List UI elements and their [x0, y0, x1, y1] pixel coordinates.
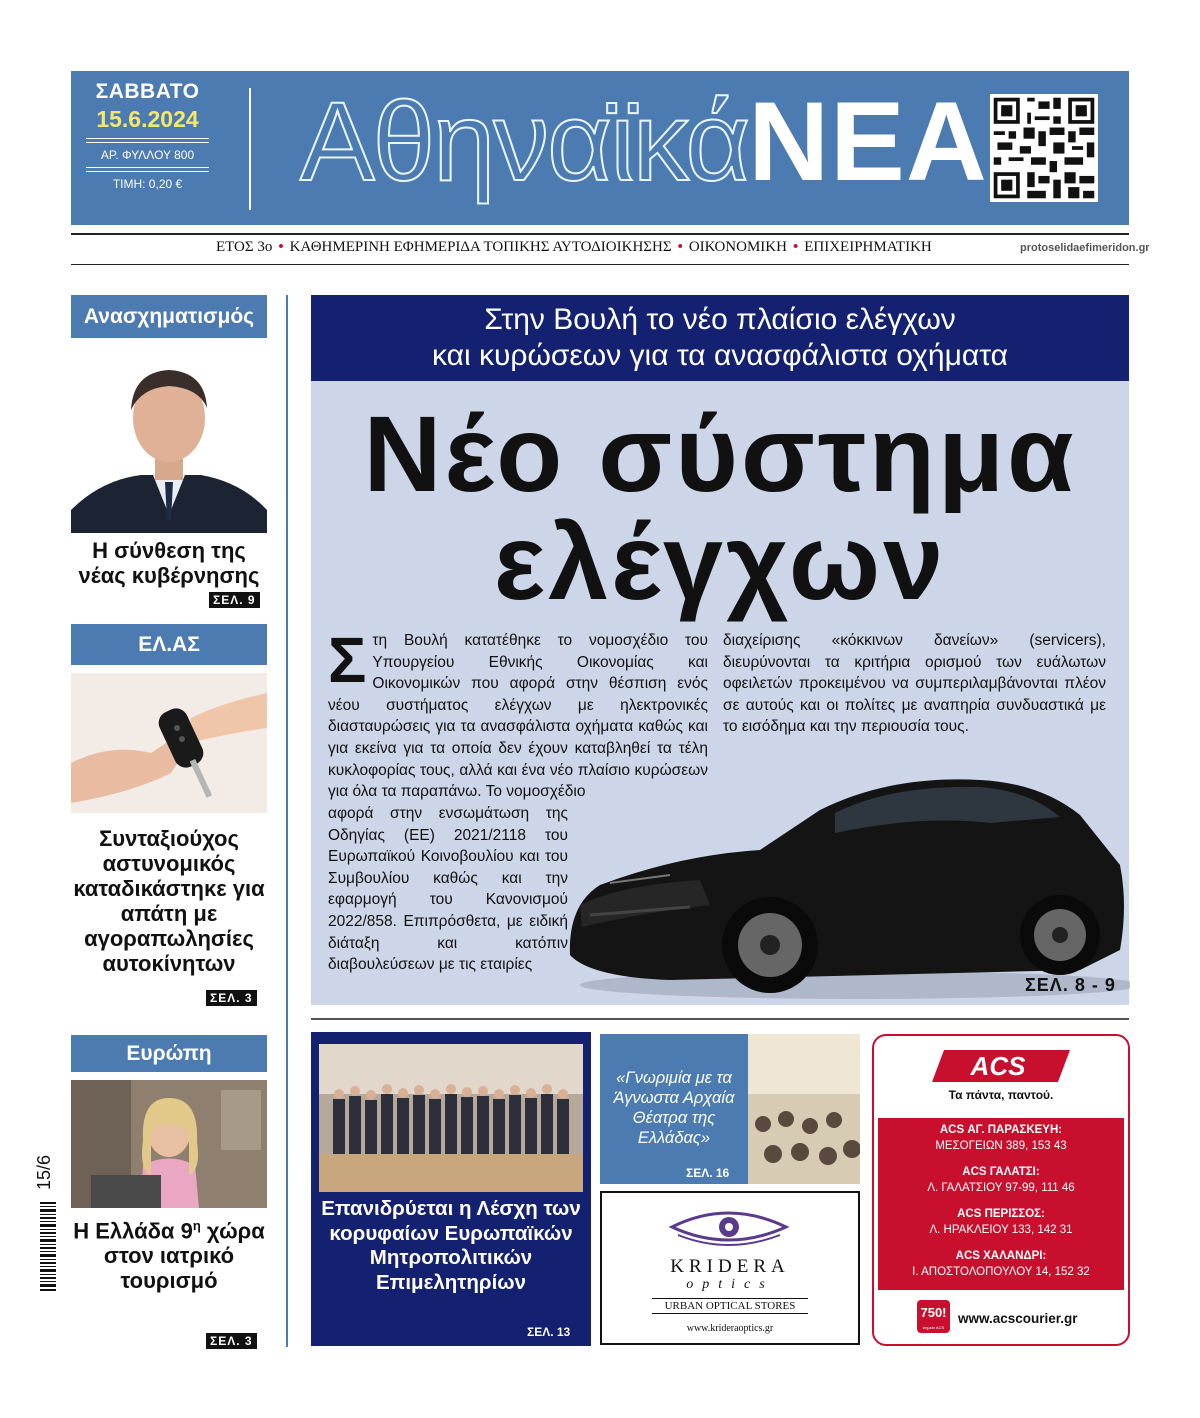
- page-ref-reshuffle[interactable]: ΣΕΛ. 9: [209, 592, 260, 608]
- acs-logo-text: ACS: [970, 1051, 1026, 1081]
- kridera-url[interactable]: www.krideraoptics.gr: [686, 1323, 774, 1334]
- woman-photo: [71, 1080, 267, 1208]
- acs-branch-address: ΜΕΣΟΓΕΙΩΝ 389, 153 43: [935, 1140, 1067, 1152]
- source-site[interactable]: protoselidaefimeridon.gr: [1020, 242, 1150, 254]
- issue-price: ΤΙΜΗ: 0,20 €: [112, 177, 183, 191]
- issue-number: ΑΡ. ΦΥΛΛΟΥ 800: [100, 148, 195, 162]
- logo-bold-text: ΝΕΑ: [748, 79, 988, 204]
- acs-branch-title: ACS ΠΕΡΙΣΣΟΣ:: [957, 1208, 1045, 1220]
- lesxi-page-ref[interactable]: ΣΕΛ. 13: [527, 1325, 571, 1339]
- acs-branch-title: ACS ΑΓ. ΠΑΡΑΣΚΕΥΗ:: [939, 1124, 1063, 1136]
- page-ref-europe[interactable]: ΣΕΛ. 3: [206, 1333, 257, 1349]
- acs-750-badge: 750!: [917, 1300, 950, 1333]
- body-column-2: διαχείρισης «κόκκινων δανείων» (servicers), διευρύνονται τα κριτήρια ορισμού των ευάλωτων οφειλετών προκειμένου να συμπεριλαμβάνονται πλέον σε αυτούς και οι πολίτες με αναπηρία συνδυαστικά με το εισόδημα και την περιουσία τους.: [723, 632, 1106, 736]
- tagline-year: ΕΤΟΣ 3ο: [216, 239, 273, 255]
- main-kicker[interactable]: [311, 295, 1129, 381]
- acs-branch-address: Λ. ΓΑΛΑΤΣΙΟΥ 97-99, 111 46: [927, 1182, 1075, 1194]
- barcode-icon: [34, 1200, 60, 1295]
- headline-line-1: Νέο σύστημα: [363, 393, 1077, 514]
- acs-slogan: Τα πάντα, παντού.: [948, 1088, 1054, 1102]
- sidebar-rule: [286, 295, 288, 1347]
- date-rule: [86, 138, 209, 143]
- headline-europe-part2: χώρα στον ιατρικό τουρισμό: [103, 1218, 265, 1294]
- newspaper-logo[interactable]: [300, 79, 988, 204]
- sidebar-headline-europe[interactable]: [71, 1213, 267, 1293]
- main-headline[interactable]: [311, 393, 1129, 622]
- tagline-economic: ΟΙΚΟΝΟΜΙΚΗ: [688, 239, 787, 255]
- section-rule: [311, 1018, 1129, 1020]
- kridera-stores: URBAN OPTICAL STORES: [652, 1298, 808, 1314]
- tagline-type: ΚΑΘΗΜΕΡΙΝΗ ΕΦΗΜΕΡΙΔΑ ΤΟΠΙΚΗΣ ΑΥΤΟΔΙΟΙΚΗΣΗΣ: [289, 239, 672, 255]
- acs-branch-address: Ι. ΑΠΟΣΤΟΛΟΠΟΥΛΟΥ 14, 152 32: [912, 1266, 1090, 1278]
- tagline: [216, 239, 932, 256]
- date-block: [80, 80, 215, 191]
- logo-light-text: Αθηναϊκά: [300, 79, 749, 204]
- kridera-eye-logo-icon: [668, 1205, 792, 1251]
- tagline-top-rule: [71, 233, 1129, 235]
- body-column-1-continued: αφορά στην ενσωμάτωση της Οδηγίας (ΕΕ) 2021/2118 του Ευρωπαϊκού Κοινοβουλίου και του Συμβουλίου καθώς και την εφαρμογή του Κανονισμού 2022/858. Επιπρόσθετα, με ειδική διάταξη και κατόπιν διαβουλεύσεων με τις εταιρίες: [328, 805, 568, 974]
- sidebar-headline-reshuffle[interactable]: Η σύνθεση της νέας κυβέρνησης: [78, 538, 260, 588]
- kicker-line-2: και κυρώσεων για τα ανασφάλιστα οχήματα: [432, 339, 1008, 372]
- acs-branch-title: ACS ΓΑΛΑΤΣΙ:: [962, 1166, 1040, 1178]
- tagline-business: ΕΠΙΧΕΙΡΗΜΑΤΙΚΗ: [804, 239, 932, 255]
- acs-url[interactable]: www.acscourier.gr: [958, 1311, 1078, 1326]
- tagline-bottom-rule: [71, 264, 1129, 265]
- audience-photo: [748, 1034, 860, 1184]
- issue-date: 15.6.2024: [96, 106, 199, 132]
- masthead-separator: [249, 88, 251, 210]
- dropcap: Σ: [328, 624, 367, 696]
- headline-europe-sup: η: [192, 1218, 201, 1233]
- acs-logo-icon: [932, 1046, 1072, 1086]
- theatre-page-ref[interactable]: ΣΕΛ. 16: [686, 1166, 730, 1180]
- bullet-icon: •: [278, 239, 284, 255]
- kridera-name: KRIDERA: [670, 1256, 790, 1277]
- issue-day: ΣΑΒΒΑΤΟ: [95, 80, 200, 103]
- sidebar-label-europe[interactable]: Ευρώπη: [71, 1035, 267, 1072]
- main-page-ref[interactable]: ΣΕΛ. 8 - 9: [1025, 975, 1116, 995]
- qr-code-icon[interactable]: [990, 94, 1098, 202]
- acs-branch-title: ACS ΧΑΛΑΝΔΡΙ:: [955, 1250, 1047, 1262]
- headline-europe-part1: Η Ελλάδα 9: [73, 1218, 193, 1244]
- kridera-sub: optics: [686, 1277, 774, 1292]
- page-ref-police[interactable]: ΣΕΛ. 3: [206, 990, 257, 1006]
- spine-date: 15/6: [34, 1154, 54, 1190]
- headline-line-2: ελέγχων: [493, 501, 947, 622]
- theatre-headline[interactable]: «Γνωριμία με τα Άγνωστα Αρχαία Θέατρα της Ελλάδας»: [613, 1069, 735, 1147]
- sidebar-headline-police[interactable]: Συνταξιούχος αστυνομικός καταδικάστηκε για απάτη με αγοραπωλησίες αυτοκίνητων: [73, 826, 265, 976]
- kicker-line-1: Στην Βουλή το νέο πλαίσιο ελέγχων: [484, 303, 956, 336]
- lesxi-headline[interactable]: Επανιδρύεται η Λέσχη των κορυφαίων Ευρωπαϊκών Μητροπολιτικών Επιμελητηρίων: [321, 1197, 581, 1294]
- body-column-1: [328, 624, 708, 803]
- sidebar-label-reshuffle[interactable]: Ανασχηματισμός: [71, 295, 267, 338]
- acs-branch-address: Λ. ΗΡΑΚΛΕΙΟΥ 133, 142 31: [929, 1224, 1073, 1236]
- body-text-1: τη Βουλή κατατέθηκε το νομοσχέδιο του Υπουργείου Εθνικής Οικονομίας και Οικονομικών που αφορά στην θέσπιση ενός νέου συστήματος ελέγχων με ηλεκτρονικές διασταυρώσεις για τα ανασφάλιστα οχήματα καθώς και για εκείνα για τα οποία δεν έχουν καταβληθεί τα τέλη κυκλοφορίας τους, αλλά και ένα νέο πλαίσιο κυρώσεων για όλα τα παραπάνω. Το νομοσχέδιο: [328, 632, 708, 801]
- group-photo: [319, 1044, 583, 1192]
- price-rule: [86, 167, 209, 172]
- portrait-photo: [71, 350, 267, 533]
- sidebar-label-police[interactable]: ΕΛ.ΑΣ: [71, 624, 267, 665]
- bullet-icon: •: [677, 239, 683, 255]
- bullet-icon: •: [792, 239, 799, 255]
- acs-badge-sub: σημεία ACS: [922, 1325, 945, 1330]
- car-keys-photo: [71, 673, 267, 813]
